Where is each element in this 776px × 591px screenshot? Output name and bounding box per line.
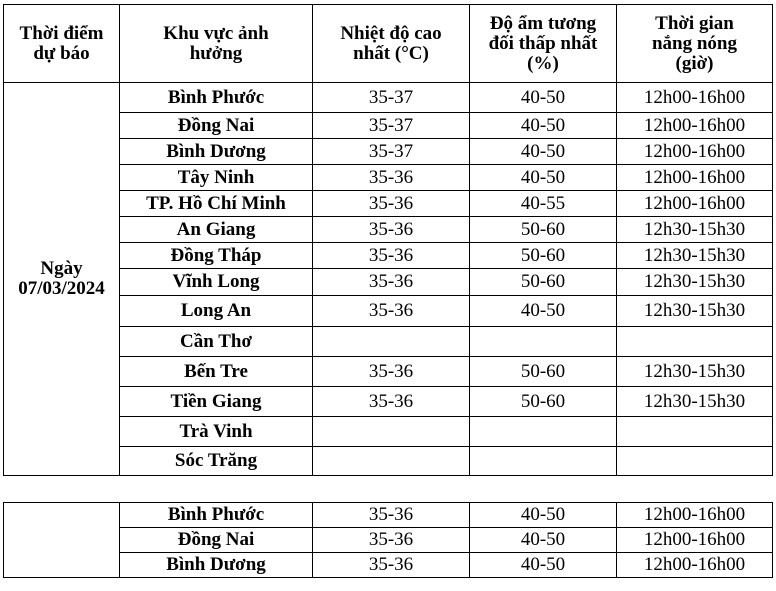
header-heat-duration: Thời gian nắng nóng (giờ) <box>617 5 773 83</box>
heat-duration-cell <box>617 417 773 447</box>
heat-duration-cell: 12h00-16h00 <box>617 528 773 553</box>
forecast-date-cell <box>4 503 120 578</box>
province-cell: Bình Phước <box>120 83 313 113</box>
province-cell: Bình Dương <box>120 553 313 578</box>
max-temp-cell: 35-36 <box>313 387 470 417</box>
min-humidity-cell <box>470 327 617 357</box>
table-row <box>4 553 773 578</box>
heat-duration-cell: 12h00-16h00 <box>617 503 773 528</box>
min-humidity-cell: 40-50 <box>470 528 617 553</box>
heat-duration-cell: 12h00-16h00 <box>617 191 773 217</box>
separator-row <box>4 476 773 503</box>
min-humidity-cell: 50-60 <box>470 387 617 417</box>
min-humidity-cell: 40-50 <box>470 83 617 113</box>
table-row <box>4 417 773 447</box>
table-row <box>4 387 773 417</box>
table-row <box>4 327 773 357</box>
heat-duration-cell: 12h00-16h00 <box>617 553 773 578</box>
heat-duration-cell: 12h30-15h30 <box>617 387 773 417</box>
province-cell: An Giang <box>120 217 313 243</box>
table-row <box>4 357 773 387</box>
min-humidity-cell: 40-55 <box>470 191 617 217</box>
province-cell: Đồng Nai <box>120 113 313 139</box>
min-humidity-cell: 40-50 <box>470 165 617 191</box>
min-humidity-cell: 40-50 <box>470 553 617 578</box>
forecast-date-cell <box>4 83 120 476</box>
min-humidity-cell: 50-60 <box>470 357 617 387</box>
max-temp-cell: 35-36 <box>313 165 470 191</box>
table-row <box>4 528 773 553</box>
heat-duration-cell <box>617 327 773 357</box>
min-humidity-cell: 40-50 <box>470 139 617 165</box>
max-temp-cell: 35-36 <box>313 191 470 217</box>
heat-duration-cell: 12h00-16h00 <box>617 83 773 113</box>
province-cell: Bình Phước <box>120 503 313 528</box>
province-cell: Đồng Nai <box>120 528 313 553</box>
table-row <box>4 296 773 327</box>
heat-duration-cell: 12h30-15h30 <box>617 243 773 269</box>
province-cell: Bình Dương <box>120 139 313 165</box>
min-humidity-cell <box>470 447 617 476</box>
header-forecast-time: Thời điểm dự báo <box>4 5 120 83</box>
max-temp-cell: 35-36 <box>313 269 470 296</box>
max-temp-cell <box>313 447 470 476</box>
province-cell: Bến Tre <box>120 357 313 387</box>
forecast-date-value: 07/03/2024 <box>18 278 105 299</box>
table-row <box>4 191 773 217</box>
province-cell: Đồng Tháp <box>120 243 313 269</box>
province-cell: Long An <box>120 296 313 327</box>
min-humidity-cell: 50-60 <box>470 217 617 243</box>
max-temp-cell: 35-36 <box>313 243 470 269</box>
separator-cell <box>4 476 773 503</box>
heat-duration-cell <box>617 447 773 476</box>
table-row <box>4 447 773 476</box>
table-row <box>4 243 773 269</box>
province-cell: TP. Hồ Chí Minh <box>120 191 313 217</box>
min-humidity-cell <box>470 417 617 447</box>
province-cell: Cần Thơ <box>120 327 313 357</box>
province-cell: Tiền Giang <box>120 387 313 417</box>
header-max-temp: Nhiệt độ cao nhất (°C) <box>313 5 470 83</box>
min-humidity-cell: 40-50 <box>470 296 617 327</box>
province-cell: Tây Ninh <box>120 165 313 191</box>
forecast-date-label: Ngày <box>40 258 83 279</box>
min-humidity-cell: 40-50 <box>470 113 617 139</box>
heat-duration-cell: 12h00-16h00 <box>617 165 773 191</box>
max-temp-cell <box>313 417 470 447</box>
table-row <box>4 139 773 165</box>
max-temp-cell: 35-37 <box>313 83 470 113</box>
header-row <box>4 5 773 83</box>
max-temp-cell: 35-37 <box>313 139 470 165</box>
table-row <box>4 503 773 528</box>
province-cell: Vĩnh Long <box>120 269 313 296</box>
header-affected-area: Khu vực ảnh hưởng <box>120 5 313 83</box>
heat-forecast-table <box>3 4 773 578</box>
header-min-humidity: Độ ẩm tương đối thấp nhất (%) <box>470 5 617 83</box>
table-row <box>4 165 773 191</box>
max-temp-cell: 35-36 <box>313 296 470 327</box>
table-row <box>4 113 773 139</box>
heat-duration-cell: 12h30-15h30 <box>617 357 773 387</box>
max-temp-cell: 35-36 <box>313 503 470 528</box>
min-humidity-cell: 40-50 <box>470 503 617 528</box>
heat-duration-cell: 12h00-16h00 <box>617 139 773 165</box>
max-temp-cell: 35-36 <box>313 553 470 578</box>
province-cell: Trà Vinh <box>120 417 313 447</box>
heat-duration-cell: 12h30-15h30 <box>617 217 773 243</box>
heat-duration-cell: 12h30-15h30 <box>617 296 773 327</box>
province-cell: Sóc Trăng <box>120 447 313 476</box>
min-humidity-cell: 50-60 <box>470 243 617 269</box>
heat-duration-cell: 12h30-15h30 <box>617 269 773 296</box>
max-temp-cell: 35-36 <box>313 528 470 553</box>
max-temp-cell: 35-36 <box>313 217 470 243</box>
heat-duration-cell: 12h00-16h00 <box>617 113 773 139</box>
table-row <box>4 217 773 243</box>
table-row <box>4 83 773 113</box>
min-humidity-cell: 50-60 <box>470 269 617 296</box>
table-row <box>4 269 773 296</box>
max-temp-cell <box>313 327 470 357</box>
max-temp-cell: 35-36 <box>313 357 470 387</box>
max-temp-cell: 35-37 <box>313 113 470 139</box>
